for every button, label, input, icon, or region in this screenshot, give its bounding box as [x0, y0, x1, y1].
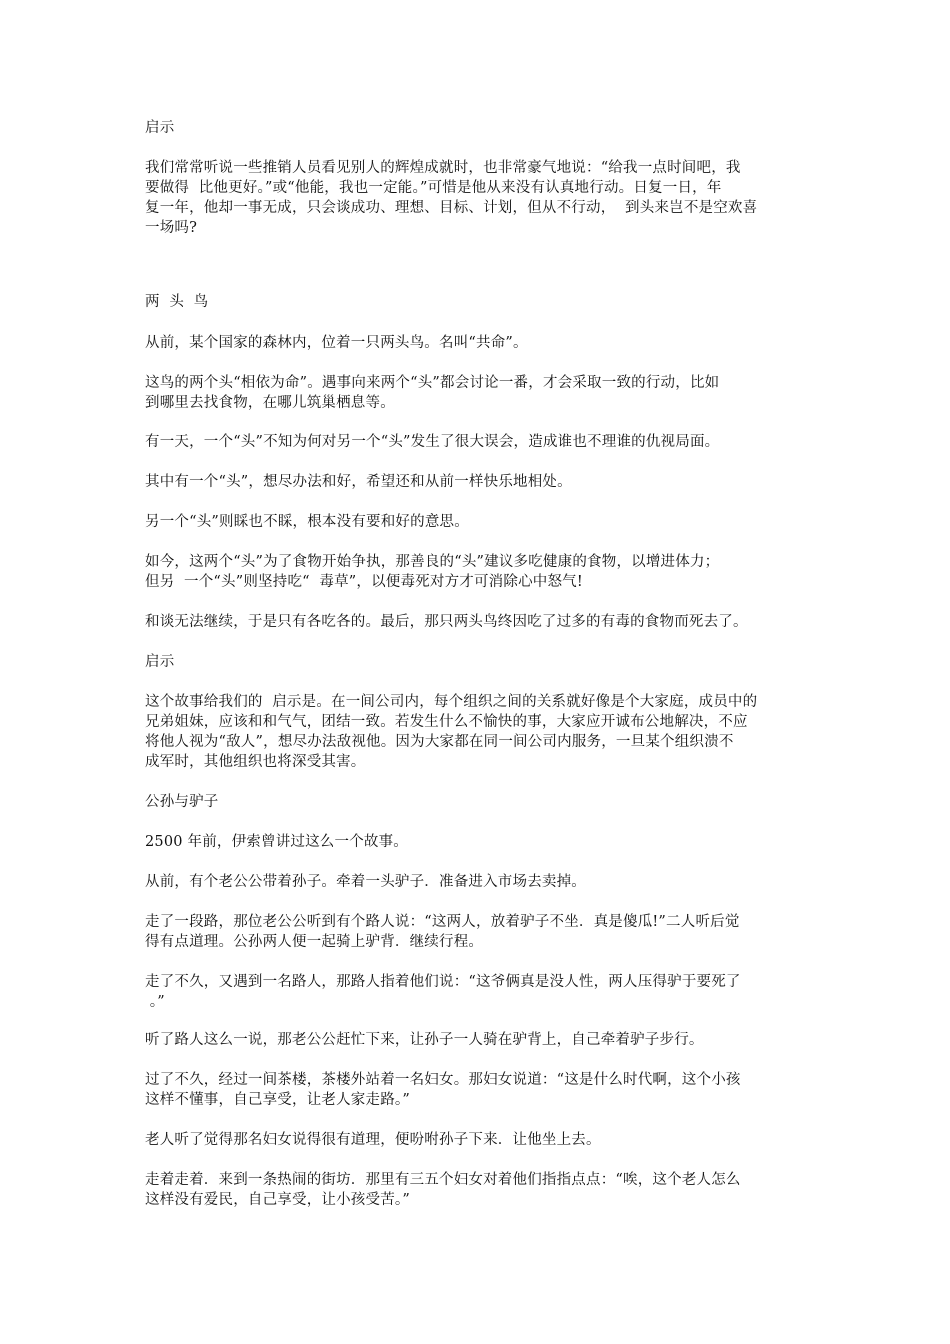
- heading-qishi-2: 启示: [145, 654, 175, 670]
- paragraph-line: 过了不久，经过一间茶楼，茶楼外站着一名妇女。那妇女说道：“这是什么时代啊，这个小孩: [145, 1072, 741, 1088]
- heading-qishi-1: 启示: [145, 120, 175, 136]
- paragraph-line: 有一天，一个“头”不知为何对另一个“头”发生了很大误会，造成谁也不理谁的仇视局面。: [145, 434, 720, 450]
- paragraph-line: 这个故事给我们的 启示是。在一间公司内，每个组织之间的关系就好像是个大家庭，成员中的: [145, 694, 758, 710]
- paragraph-line: 走了一段路，那位老公公听到有个路人说：“这两人，放着驴子不坐．真是傻瓜!”二人听后觉: [145, 914, 740, 930]
- paragraph-line: 我们常常听说一些推销人员看见别人的辉煌成就时，也非常豪气地说：“给我一点时间吧，我: [145, 160, 741, 176]
- paragraph-line: 这鸟的两个头“相依为命”。遇事向来两个“头”都会讨论一番，才会采取一致的行动，比如: [145, 375, 720, 391]
- paragraph-line: 从前，某个国家的森林内，位着一只两头鸟。名叫“共命”。: [145, 335, 528, 351]
- paragraph-line: 其中有一个“头”，想尽办法和好，希望还和从前一样快乐地相处。: [145, 474, 572, 490]
- heading-two-headed-bird: 两 头 鸟: [145, 294, 209, 310]
- paragraph-line: 到哪里去找食物，在哪儿筑巢栖息等。: [145, 395, 395, 411]
- paragraph-line: 将他人视为“敌人”，想尽办法敌视他。因为大家都在同一间公司内服务，一旦某个组织溃不: [145, 734, 734, 750]
- paragraph-line: 成军时，其他组织也将深受其害。: [145, 754, 366, 770]
- paragraph-line: 但另 一个“头”则坚持吃“ 毒草”，以便毒死对方才可消除心中怒气!: [145, 574, 583, 590]
- paragraph-line: 这样不懂事，自己享受，让老人家走路。”: [145, 1092, 410, 1108]
- paragraph-line: 如今，这两个“头”为了食物开始争执，那善良的“头”建议多吃健康的食物，以增进体力；: [145, 554, 720, 570]
- paragraph-line: 另一个“头”则睬也不睬，根本没有要和好的意思。: [145, 514, 469, 530]
- paragraph-line: 这样没有爱民，自己享受，让小孩受苦。”: [145, 1192, 410, 1208]
- paragraph-line: 要做得 比他更好。”或“他能，我也一定能。”可惜是他从来没有认真地行动。日复一日，年: [145, 180, 722, 196]
- paragraph-line: 一场吗?: [145, 220, 198, 236]
- paragraph-line: 走了不久，又遇到一名路人，那路人指着他们说：“这爷俩真是没人性，两人压得驴于要死了: [145, 974, 741, 990]
- heading-grandpa-and-donkey: 公孙与驴子: [145, 794, 219, 810]
- paragraph-line: 得有点道理。公孙两人便一起骑上驴背．继续行程。: [145, 934, 484, 950]
- paragraph-line: 。”: [145, 994, 165, 1010]
- paragraph-line: 从前，有个老公公带着孙子。牵着一头驴子．准备进入市场去卖掉。: [145, 874, 586, 890]
- paragraph-line: 兄弟姐妹，应该和和气气，团结一致。若发生什么不愉快的事，大家应开诚布公地解决，不应: [145, 714, 748, 730]
- paragraph-line: 走着走着．来到一条热闹的街坊．那里有三五个妇女对着他们指指点点：“唉，这个老人怎么: [145, 1172, 741, 1188]
- paragraph-line: 和谈无法继续，于是只有各吃各的。最后，那只两头鸟终因吃了过多的有毒的食物而死去了。: [145, 614, 748, 630]
- paragraph-line: 2500 年前，伊索曾讲过这么一个故事。: [145, 834, 409, 850]
- paragraph-line: 复一年，他却一事无成，只会谈成功、理想、目标、计划，但从不行动， 到头来岂不是空欢喜: [145, 200, 758, 216]
- paragraph-line: 老人听了觉得那名妇女说得很有道理，便吩咐孙子下来．让他坐上去。: [145, 1132, 601, 1148]
- paragraph-line: 听了路人这么一说，那老公公赶忙下来，让孙子一人骑在驴背上，自己牵着驴子步行。: [145, 1032, 704, 1048]
